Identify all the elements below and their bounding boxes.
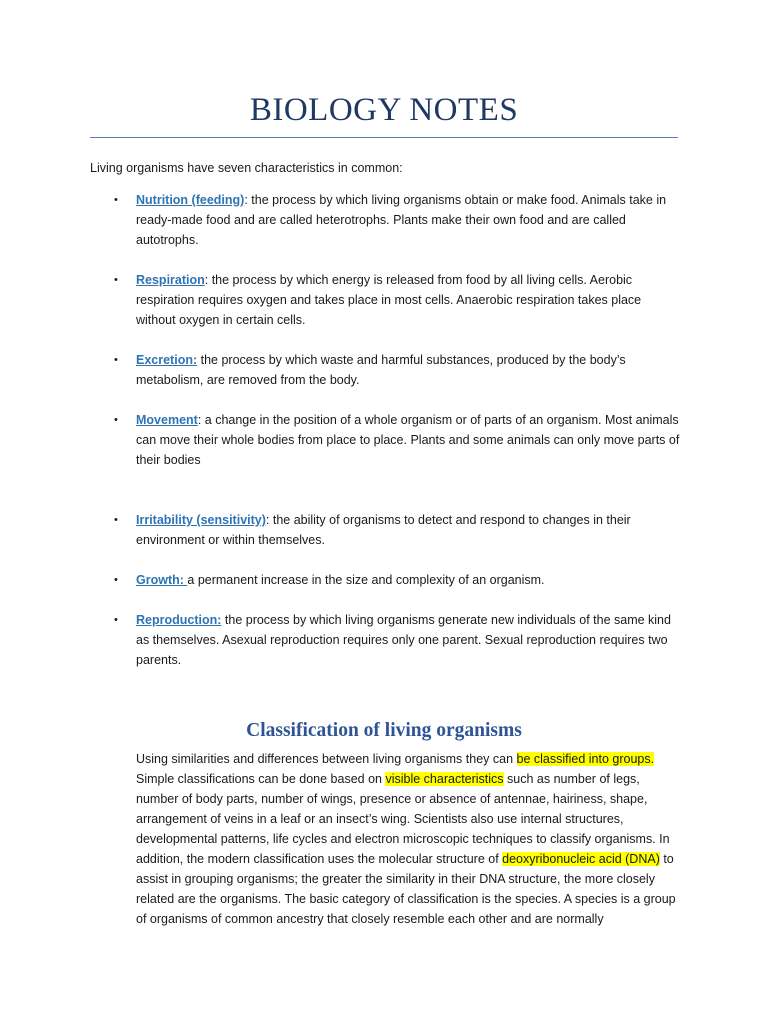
highlight-classified: be classified into groups. [516,752,655,766]
definition-movement: : a change in the position of a whole organism or of parts of an organism. Most animals can move their whole bodies from place to place. Plants and some animals can only move parts of their bodies [136,413,680,467]
list-item-respiration [114,270,680,330]
bullet-icon: • [114,414,118,426]
list-item-irritability [114,510,680,550]
definition-nutrition: : the process by which living organisms obtain or make food. Animals take in ready-made food and are called heterotrophs. Plants make their own food and are called autotrophs. [136,193,667,247]
term-nutrition: Nutrition (feeding) [136,193,245,207]
definition-reproduction: the process by which living organisms generate new individuals of the same kind as themselves. Asexual reproduction requires only one parent. Sexual reproduction requires two parents. [136,613,671,667]
bullet-icon: • [114,514,118,526]
definition-respiration: : the process by which energy is released from food by all living cells. Aerobic respiration requires oxygen and takes place in most cells. Anaerobic respiration takes place without oxygen in certain cells. [136,273,642,327]
page-title: BIOLOGY NOTES [249,92,519,128]
highlight-visible: visible characteristics [385,772,504,786]
bullet-icon: • [114,274,118,286]
definition-excretion: the process by which waste and harmful substances, produced by the body’s metabolism, are removed from the body. [136,353,626,387]
term-respiration: Respiration [136,273,205,287]
term-movement: Movement [136,413,198,427]
para-text-2: Simple classifications can be done based on [136,772,386,786]
bullet-icon: • [114,194,118,206]
bullet-icon: • [114,354,118,366]
para-text-3: such as number of legs, number of body parts, number of wings, presence or absence of antennae, hairiness, shape, arrangement of veins in a leaf or an insect’s wing. Scientists also use internal structures, developmental patterns, life cycles and electron microscopic techniques to classify organisms. In addition, the modern classification uses the molecular structure of [136,772,670,866]
classification-paragraph [136,749,680,929]
title-underline [90,137,678,138]
bullet-icon: • [114,574,118,586]
list-item-reproduction [114,610,680,670]
list-item-growth [114,570,680,590]
definition-irritability: : the ability of organisms to detect and respond to changes in their environment or within themselves. [136,513,631,547]
intro-text: Living organisms have seven characteristics in common: [90,161,403,175]
para-text-4: to assist in grouping organisms; the greater the similarity in their DNA structure, the more closely related are the organisms. The basic category of classification is the species. A species is a group of organisms of common ancestry that closely resemble each other and are normally [136,852,676,926]
term-growth: Growth: [136,573,188,587]
term-reproduction: Reproduction: [136,613,222,627]
bullet-icon: • [114,614,118,626]
para-text-1: Using similarities and differences between living organisms they can [136,752,517,766]
highlight-dna: deoxyribonucleic acid (DNA) [502,852,660,866]
section-heading: Classification of living organisms [246,720,522,741]
list-item-movement [114,410,680,470]
list-item-nutrition [114,190,680,250]
list-item-excretion [114,350,680,390]
definition-growth: a permanent increase in the size and complexity of an organism. [187,573,545,587]
term-excretion: Excretion: [136,353,198,367]
term-irritability: Irritability (sensitivity) [136,513,266,527]
